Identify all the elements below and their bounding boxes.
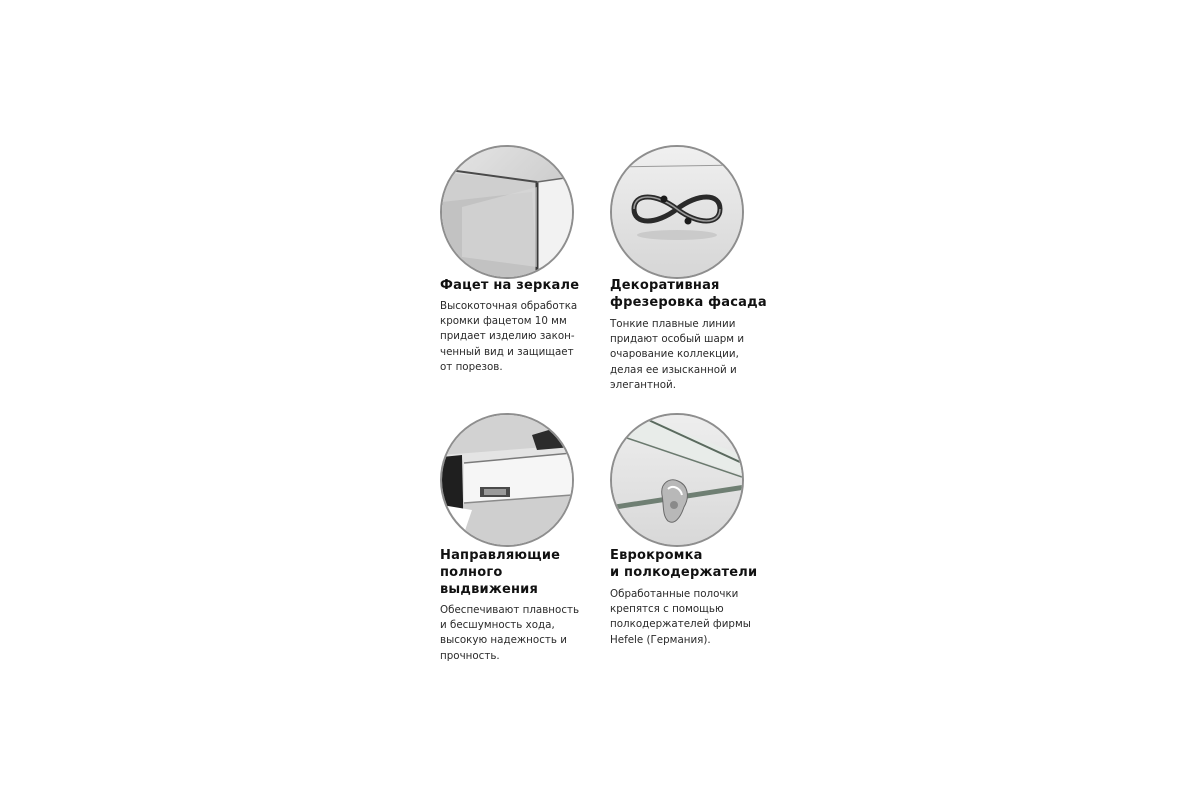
feature-description: Обеспечивают плавность и бесшумность хода, высокую надежность и прочность. bbox=[440, 604, 580, 662]
feature-title: Еврокромка и полкодержатели bbox=[610, 548, 758, 580]
feature-title: Фацет на зеркале bbox=[440, 278, 580, 293]
shelf-holder-icon bbox=[610, 413, 744, 547]
mirror-facet-icon bbox=[440, 145, 574, 279]
infinity-handle-icon bbox=[610, 145, 744, 279]
feature-description: Обработанные полочки крепятся с помощью полкодержателей фирмы Hefele (Германия). bbox=[610, 588, 751, 646]
feature-description: Высокоточная обработка кромки фацетом 10 мм придает изделию закон- ченный вид и защищает от порезов. bbox=[440, 300, 578, 373]
feature-title: Направляющие полного выдвижения bbox=[440, 548, 561, 597]
feature-title: Декоративная фрезеровка фасада bbox=[610, 278, 767, 310]
drawer-slide-icon bbox=[440, 413, 574, 547]
feature-description: Тонкие плавные линии придают особый шарм и очарование коллекции, делая ее изысканной и элегантной. bbox=[610, 318, 745, 391]
